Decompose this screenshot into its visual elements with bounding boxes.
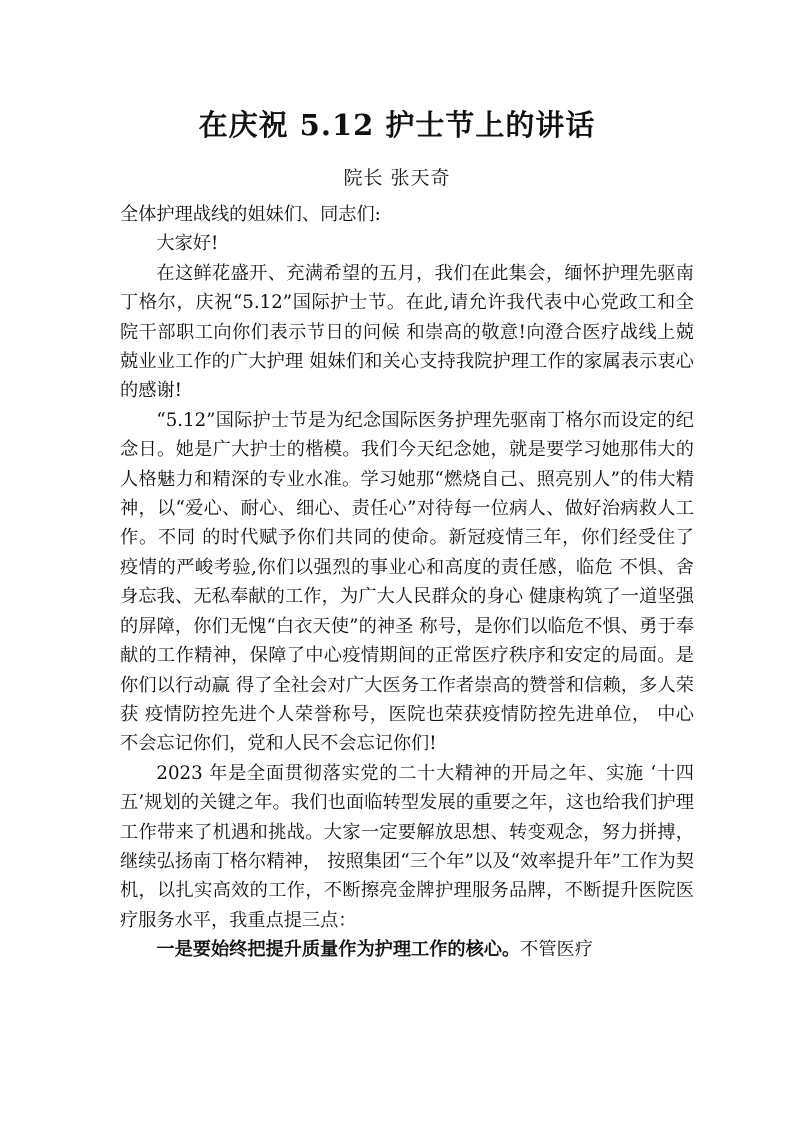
- document-author: 院长 张天奇: [343, 167, 451, 189]
- point-one-text: 不管医疗: [520, 939, 593, 961]
- point-one-heading: 一是要始终把提升质量作为护理工作的核心。: [156, 939, 521, 961]
- greeting: 大家好!: [156, 233, 219, 255]
- salutation: 全体护理战线的姐妹们、同志们:: [120, 204, 381, 225]
- paragraph-1: 在这鲜花盛开、充满希望的五月，我们在此集会，缅怀护理先驱南丁格尔，庆祝“5.12”国际护士节。在此,请允许我代表中心党政工和全院干部职工向你们表示节日的问候 和崇高的敬意!向澄合医疗战线上兢兢业业工作的广大护理 姐妹们和关心支持我院护理工作的家属表示衷心的感谢!: [120, 262, 694, 402]
- paragraph-2: “5.12”国际护士节是为纪念国际医务护理先驱南丁格尔而设定的纪念日。她是广大护士的楷模。我们今天纪念她，就是要学习她那伟大的人格魅力和精深的专业水准。学习她那“燃烧自己、照亮别人”的伟大精神，以“爱心、耐心、细心、责任心”对待每一位病人、做好治病救人工作。不同 的时代赋予你们共同的使命。新冠疫情三年，你们经受住了 疫情的严峻考验,你们以强烈的事业心和高度的责任感，临危 不惧、舍身忘我、无私奉献的工作，为广大人民群众的身心 健康构筑了一道坚强的屏障，你们无愧“白衣天使”的神圣 称号，是你们以临危不惧、勇于奉献的工作精神，保障了中心疫情期间的正常医疗秩序和安定的局面。是你们以行动赢 得了全社会对广大医务工作者崇高的赞誉和信赖，多人荣获 疫情防控先进个人荣誉称号，医院也荣获疫情防控先进单位， 中心不会忘记你们，党和人民不会忘记你们!: [120, 409, 694, 755]
- paragraph-3: 2023 年是全面贯彻落实党的二十大精神的开局之年、实施 ‘十四五’规划的关键之年。我们也面临转型发展的重要之年，这也给我们护理工作带来了机遇和挑战。大家一定要解放思想、转变观念，努力拼搏，继续弘扬南丁格尔精神， 按照集团“三个年”以及“效率提升年”工作为契机，以扎实高效的工作，不断擦亮金牌护理服务品牌，不断提升医院医疗服务水平，我重点提三点：: [120, 762, 694, 931]
- document-body: [120, 200, 694, 965]
- document-title: 在庆祝 5.12 护士节上的讲话: [198, 108, 596, 142]
- paragraph-4: [120, 935, 694, 964]
